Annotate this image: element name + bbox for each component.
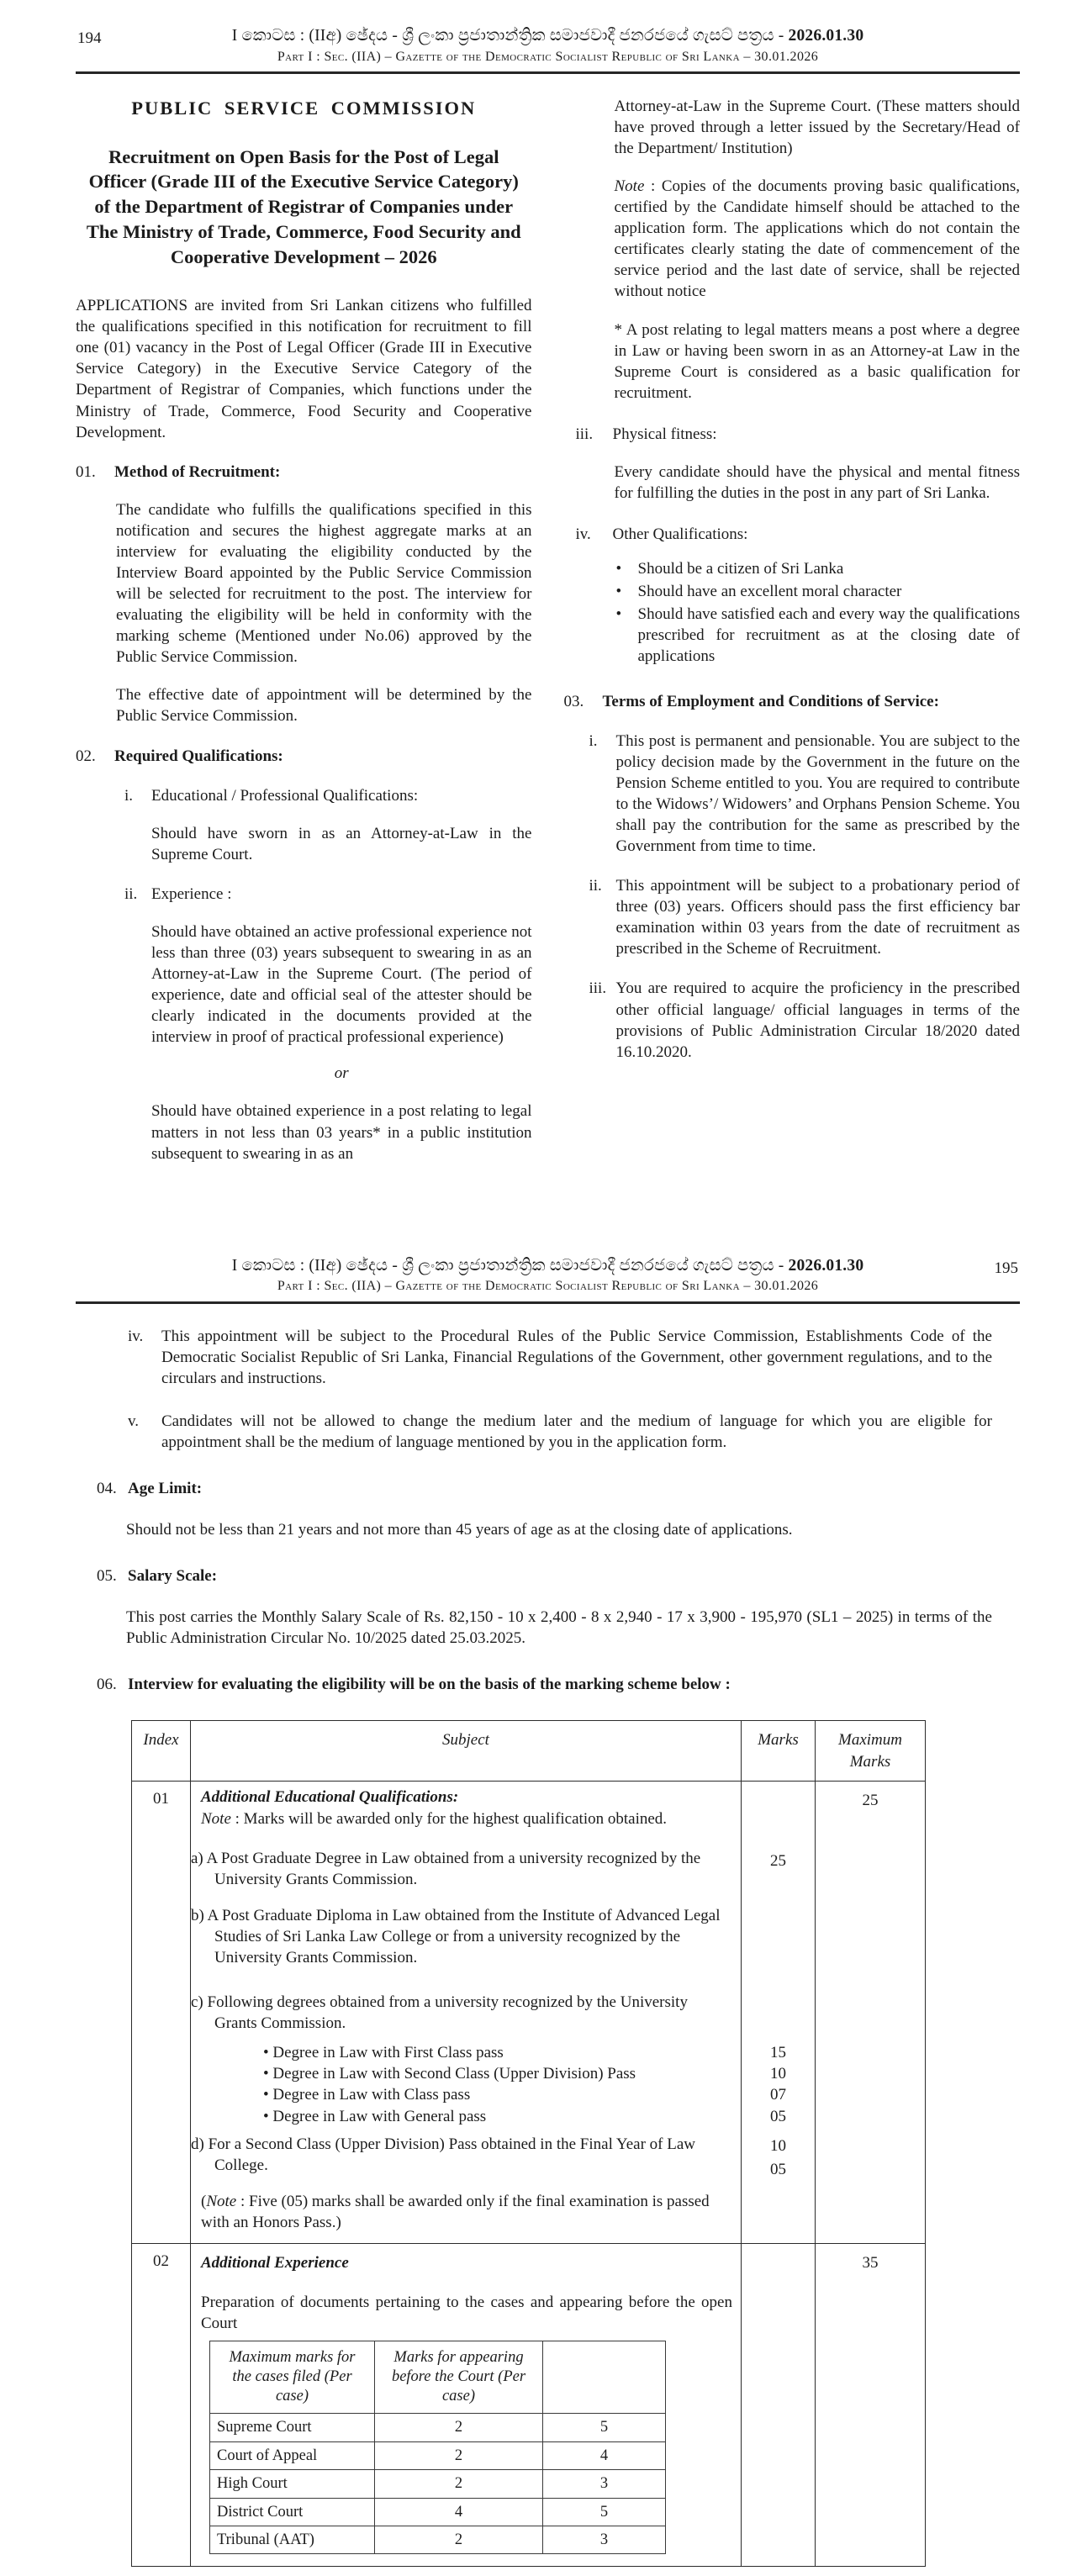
- continuation-paragraph: Attorney-at-Law in the Supreme Court. (These matters should have proved through a letter issued by the Secretary/Head of the Department/ Institution): [614, 97, 1020, 157]
- table-row: [132, 2243, 926, 2567]
- item-label: iii.: [589, 979, 607, 998]
- list-item: [616, 581, 1021, 602]
- degree-option: • Degree in Law with Second Class (Upper Division) Pass: [263, 2065, 636, 2083]
- court-marks-2: 5: [543, 2414, 666, 2441]
- degree-label: Degree in Law with Second Class (Upper Division) Pass: [272, 2065, 636, 2083]
- degree-option: • Degree in Law with Class pass: [263, 2086, 471, 2104]
- terms-item-iii: [589, 978, 1021, 1062]
- section-number: 04.: [97, 1479, 117, 1497]
- header-sinhala-line: [76, 1255, 1020, 1277]
- subject-title: Additional Experience: [201, 2253, 349, 2272]
- court-marks-table: [209, 2341, 666, 2554]
- age-limit-body: Should not be less than 21 years and not more than 45 years of age as at the closing date of applications.: [126, 1521, 793, 1539]
- header-english-line: Part I : Sec. (IIA) – Gazette of the Democratic Socialist Republic of Sri Lanka – 30.01.2026: [277, 49, 819, 64]
- terms-item-v: [97, 1411, 992, 1453]
- item-text: Candidates will not be allowed to change the medium later and the medium of language for which you are eligible for appointment shall be the medium of language mentioned by you in the application form.: [161, 1412, 992, 1451]
- court-row: [210, 2526, 666, 2553]
- note-label: Note: [206, 2192, 237, 2210]
- court-name: Supreme Court: [210, 2414, 375, 2441]
- marks-cell: [741, 2127, 815, 2183]
- marks-cell: [741, 1829, 815, 1893]
- intro-paragraph: APPLICATIONS are invited from Sri Lankan citizens who fulfilled the qualifications specified in this notification for recruitment to fill one (01) vacancy in the Post of Legal Officer (Grade III in Executive Service Category) in the Executive Service Category of the Department of Registrar of Companies, which functions under the Ministry of Trade, Commerce, Food Security and Cooperative Development.: [76, 297, 532, 441]
- section-number: 03.: [563, 692, 584, 710]
- court-marks-2: 3: [543, 2470, 666, 2498]
- subject-body: Preparation of documents pertaining to the cases and appearing before the open Court: [201, 2293, 732, 2332]
- note-label: Note: [614, 177, 645, 196]
- degree-label: Degree in Law with Class pass: [272, 2086, 471, 2104]
- section-title: Salary Scale:: [128, 1567, 218, 1586]
- court-row: [210, 2414, 666, 2441]
- court-name: District Court: [210, 2498, 375, 2526]
- terms-item-i: [589, 731, 1021, 857]
- marks-cell: [741, 2106, 815, 2127]
- bullet-icon: •: [615, 605, 622, 624]
- subject-item-b: b) A Post Graduate Diploma in Law obtained from the Institute of Advanced Legal Studies of Sri Lanka Law College or from a university recognized by the University Grants Commission.: [191, 1906, 721, 1967]
- page-194: [0, 0, 1072, 1164]
- item-text: You are required to acquire the proficiency in the prescribed other official language/ official languages in terms of the provisions of Public Administration Circular 18/2020 dated 16.10.2020.: [615, 979, 1020, 1061]
- marks-cell: [741, 2084, 815, 2105]
- court-header-appearing: Marks for appearing before the Court (Per case): [375, 2341, 543, 2413]
- other-qualifications-list: [564, 558, 1021, 667]
- marks-cell: [741, 1970, 815, 2042]
- or-separator: or: [334, 1064, 349, 1083]
- item-label: v.: [128, 1412, 140, 1430]
- qualification-item-i: [124, 785, 532, 806]
- marks-cell: [741, 2042, 815, 2063]
- header-date: 2026.01.30: [788, 27, 864, 45]
- item-label: iv.: [128, 1327, 144, 1345]
- terms-item-ii: [589, 875, 1021, 959]
- degree-label: Degree in Law with First Class pass: [272, 2044, 504, 2062]
- header-english-line: Part I : Sec. (IIA) – Gazette of the Democratic Socialist Republic of Sri Lanka – 30.01.2026: [277, 1279, 819, 1294]
- court-name: High Court: [210, 2470, 375, 2498]
- section-05-heading: [97, 1565, 992, 1586]
- page-194-header: [76, 25, 1020, 66]
- marks-value: 05: [770, 2161, 786, 2179]
- item-title: Educational / Professional Qualifications:: [151, 786, 419, 805]
- list-item: [616, 604, 1021, 667]
- item-label: ii.: [589, 877, 602, 895]
- subject-note: [201, 1808, 732, 1829]
- item-label: iv.: [575, 525, 591, 544]
- section-01-para-2: The effective date of appointment will be determined by the Public Service Commission.: [116, 686, 532, 726]
- note-text: : Marks will be awarded only for the highest qualification obtained.: [230, 1809, 668, 1828]
- header-marks: Marks: [742, 1721, 816, 1781]
- item-label: iii.: [575, 425, 594, 443]
- section-number: 02.: [76, 747, 96, 765]
- salary-scale-body: This post carries the Monthly Salary Scale of Rs. 82,150 - 10 x 2,400 - 8 x 2,940 - 17 x 3,900 - 195,970 (SL1 – 2025) in terms of the Public Administration Circular No. 10/2025 dated 25.03.2025.: [126, 1608, 992, 1648]
- terms-item-iv: [97, 1326, 992, 1389]
- section-title: Interview for evaluating the eligibility will be on the basis of the marking scheme below :: [128, 1676, 731, 1694]
- item-text: This post is permanent and pensionable. You are subject to the policy decision made by the Government in the future on the Pension Scheme entitled to you. You are required to contribute to the Widows’/ Widowers’ and Orphans Pension Scheme. You shall pay the contribution for the same as prescribed by the Government from time to time.: [615, 731, 1020, 856]
- item-text: This appointment will be subject to the Procedural Rules of the Public Service Commission, Establishments Code of the Democratic Socialist Republic of Sri Lanka, Financial Regulations of the Government, other government regulations, and to the circulars and instructions.: [161, 1327, 992, 1387]
- court-marks-2: 4: [543, 2441, 666, 2469]
- court-marks-1: 2: [375, 2414, 543, 2441]
- two-column-body: [76, 74, 1020, 1164]
- organization-title: PUBLIC SERVICE COMMISSION: [131, 97, 477, 119]
- court-table-header-row: [210, 2341, 666, 2413]
- section-06-heading: [97, 1674, 992, 1695]
- court-marks-2: 3: [543, 2526, 666, 2553]
- page-195-body: [97, 1326, 992, 2568]
- marks-cell: [741, 1893, 815, 1970]
- table-row: [132, 1781, 926, 2243]
- row-subject-and-marks: [191, 2243, 816, 2567]
- court-name: Court of Appeal: [210, 2441, 375, 2469]
- marks-values: [770, 2127, 786, 2183]
- subject-item-c: c) Following degrees obtained from a university recognized by the University Grants Commission.: [191, 1993, 688, 2033]
- subject-item-d: d) For a Second Class (Upper Division) Pass obtained in the Final Year of Law College.: [191, 2135, 696, 2174]
- marks-value: 25: [770, 1852, 786, 1871]
- section-title: Method of Recruitment:: [114, 462, 281, 481]
- marks-cell: [741, 2244, 815, 2567]
- header-sinhala-text: I කොටස : (IIඅ) ඡේදය - ශ්‍රී ලංකා ප්‍රජාතාන්ත්‍රික සමාජවාදී ජනරජයේ ගැසට් පත්‍රය -: [231, 27, 789, 45]
- court-marks-1: 2: [375, 2470, 543, 2498]
- page-195-header: [76, 1255, 1020, 1296]
- section-01-heading: [76, 462, 532, 483]
- bullet-text: Should be a citizen of Sri Lanka: [637, 560, 844, 578]
- subject-block-title: [191, 1782, 741, 1829]
- header-sinhala-text: I කොටස : (IIඅ) ඡේදය - ශ්‍රී ලංකා ප්‍රජාතාන්ත්‍රික සමාජවාදී ජනරජයේ ගැසට් පත්‍රය -: [231, 1256, 789, 1275]
- item-text: This appointment will be subject to a probationary period of three (03) years. Officers should pass the first efficiency bar examination within 03 years from the date of recruitment as prescribed in the Scheme of Recruitment.: [615, 877, 1020, 958]
- section-02-heading: [76, 746, 532, 767]
- marks-cell: [741, 2183, 815, 2243]
- section-number: 06.: [97, 1676, 117, 1694]
- experience-para-1: Should have obtained an active professional experience not less than three (03) years subsequent to swearing in as an Attorney-at-Law in the Supreme Court. (The period of experience, date and official seal of the attester should be clearly indicated in the documents provided at the interview in proof of practical professional experience): [151, 922, 532, 1047]
- court-name: Tribunal (AAT): [210, 2526, 375, 2553]
- notice-title: Recruitment on Open Basis for the Post of Legal Officer (Grade III of the Executive Service Category) of the Department of Registrar of Companies under The Ministry of Trade, Commerce, Food Security and Cooperative Development – 2026: [86, 145, 521, 268]
- court-marks-2: 5: [543, 2498, 666, 2526]
- section-03-heading: [564, 691, 1021, 712]
- left-column: [76, 74, 532, 1164]
- row-max-marks: 25: [816, 1781, 926, 2243]
- marking-scheme-table: [131, 1720, 926, 2567]
- header-index: Index: [132, 1721, 191, 1781]
- page-number: 194: [77, 29, 102, 47]
- marks-value: 05: [770, 2107, 786, 2125]
- court-row: [210, 2498, 666, 2526]
- section-01-para-1: The candidate who fulfills the qualifications specified in this notification and secures the highest aggregate marks at an interview for evaluating the eligibility conducted by the Interview Board appointed by the Public Service Commission will be selected for recruitment to the post. The interview for evaluating the eligibility will be held in conformity with the marking scheme (Mentioned under No.06) approved by the Public Service Commission.: [116, 500, 532, 667]
- physical-fitness-body: Every candidate should have the physical and mental fitness for fulfilling the duties in the post in any part of Sri Lanka.: [614, 462, 1020, 503]
- note-label: Note: [201, 1809, 231, 1828]
- note-paragraph: [615, 176, 1021, 302]
- item-title: Physical fitness:: [612, 425, 717, 443]
- list-item: [616, 558, 1021, 579]
- subject-marks-grid: [191, 1782, 815, 2243]
- marks-value: 07: [770, 2086, 786, 2104]
- court-row: [210, 2470, 666, 2498]
- header-rule: [76, 1301, 1020, 1304]
- subject-title: Additional Educational Qualifications: [201, 1787, 453, 1806]
- row-subject-and-marks: [191, 1781, 816, 2243]
- degree-option: • Degree in Law with General pass: [263, 2107, 487, 2125]
- subject-title-colon: :: [452, 1787, 459, 1806]
- court-row: [210, 2441, 666, 2469]
- subject-note-2: [191, 2183, 741, 2243]
- section-title: Required Qualifications:: [114, 747, 283, 765]
- degree-label: Degree in Law with General pass: [272, 2107, 487, 2125]
- court-marks-1: 4: [375, 2498, 543, 2526]
- marks-value: 15: [770, 2044, 786, 2062]
- section-title: Terms of Employment and Conditions of Service:: [602, 692, 939, 710]
- header-max-marks: Maximum Marks: [816, 1721, 926, 1781]
- section-number: 01.: [76, 462, 96, 481]
- page-number: 195: [994, 1259, 1018, 1277]
- item-label: i.: [589, 731, 598, 750]
- section-04-heading: [97, 1478, 992, 1499]
- subject-marks-grid: [191, 2244, 815, 2567]
- item-label: ii.: [124, 884, 138, 903]
- qualification-item-i-body: Should have sworn in as an Attorney-at-Law in the Supreme Court.: [151, 824, 532, 863]
- right-column: [564, 74, 1021, 1164]
- item-title: Other Qualifications:: [612, 525, 748, 544]
- note-text: : Copies of the documents proving basic qualifications, certified by the Candidate himself should be attached to the application form. The applications which do not contain the certificates clearly stating the date of commencement of the service period and the last date of service, shall be rejected without notice: [614, 177, 1020, 301]
- header-date: 2026.01.30: [788, 1256, 864, 1275]
- bullet-text: Should have satisfied each and every way the qualifications prescribed for recruitment as at the closing date of applications: [637, 605, 1020, 666]
- marks-cell: [741, 1782, 815, 1829]
- marks-value: 10: [770, 2065, 786, 2083]
- bullet-icon: •: [615, 560, 622, 578]
- experience-para-2: Should have obtained experience in a post relating to legal matters in not less than 03 years* in a public institution subsequent to swearing in as an: [151, 1102, 532, 1163]
- qualification-item-ii: [124, 884, 532, 905]
- paren: (: [201, 2192, 207, 2210]
- subject-block: [191, 2244, 741, 2567]
- marks-value: 10: [770, 2136, 786, 2155]
- asterisk-definition-paragraph: * A post relating to legal matters means a post where a degree in Law or having been sworn in as an Attorney-at Law in the Supreme Court is considered as a basic qualification for recruitment.: [614, 320, 1020, 402]
- bullet-text: Should have an excellent moral character: [637, 583, 902, 601]
- subject-item-a: a) A Post Graduate Degree in Law obtained from a university recognized by the University Grants Commission.: [191, 1849, 701, 1888]
- row-index: 02: [132, 2243, 191, 2567]
- item-title: Experience :: [151, 884, 232, 903]
- header-sinhala-line: [76, 25, 1020, 47]
- table-header-row: [132, 1721, 926, 1781]
- row-max-marks: 35: [816, 2243, 926, 2567]
- bullet-icon: •: [615, 583, 622, 601]
- item-label: i.: [124, 786, 134, 805]
- court-marks-1: 2: [375, 2441, 543, 2469]
- header-subject: Subject: [191, 1721, 742, 1781]
- qualification-item-iii: [576, 424, 1021, 445]
- section-title: Age Limit:: [128, 1479, 203, 1497]
- marks-cell: [741, 2063, 815, 2084]
- degree-option: • Degree in Law with First Class pass: [263, 2044, 504, 2062]
- court-header-blank: [543, 2341, 666, 2413]
- court-marks-1: 2: [375, 2526, 543, 2553]
- note-text: : Five (05) marks shall be awarded only if the final examination is passed with an Honors Pass.): [201, 2192, 710, 2231]
- section-number: 05.: [97, 1567, 117, 1586]
- row-index: 01: [132, 1781, 191, 2243]
- page-195: [0, 1255, 1072, 2568]
- qualification-item-iv: [576, 524, 1021, 545]
- court-header-filed: Maximum marks for the cases filed (Per case): [210, 2341, 375, 2413]
